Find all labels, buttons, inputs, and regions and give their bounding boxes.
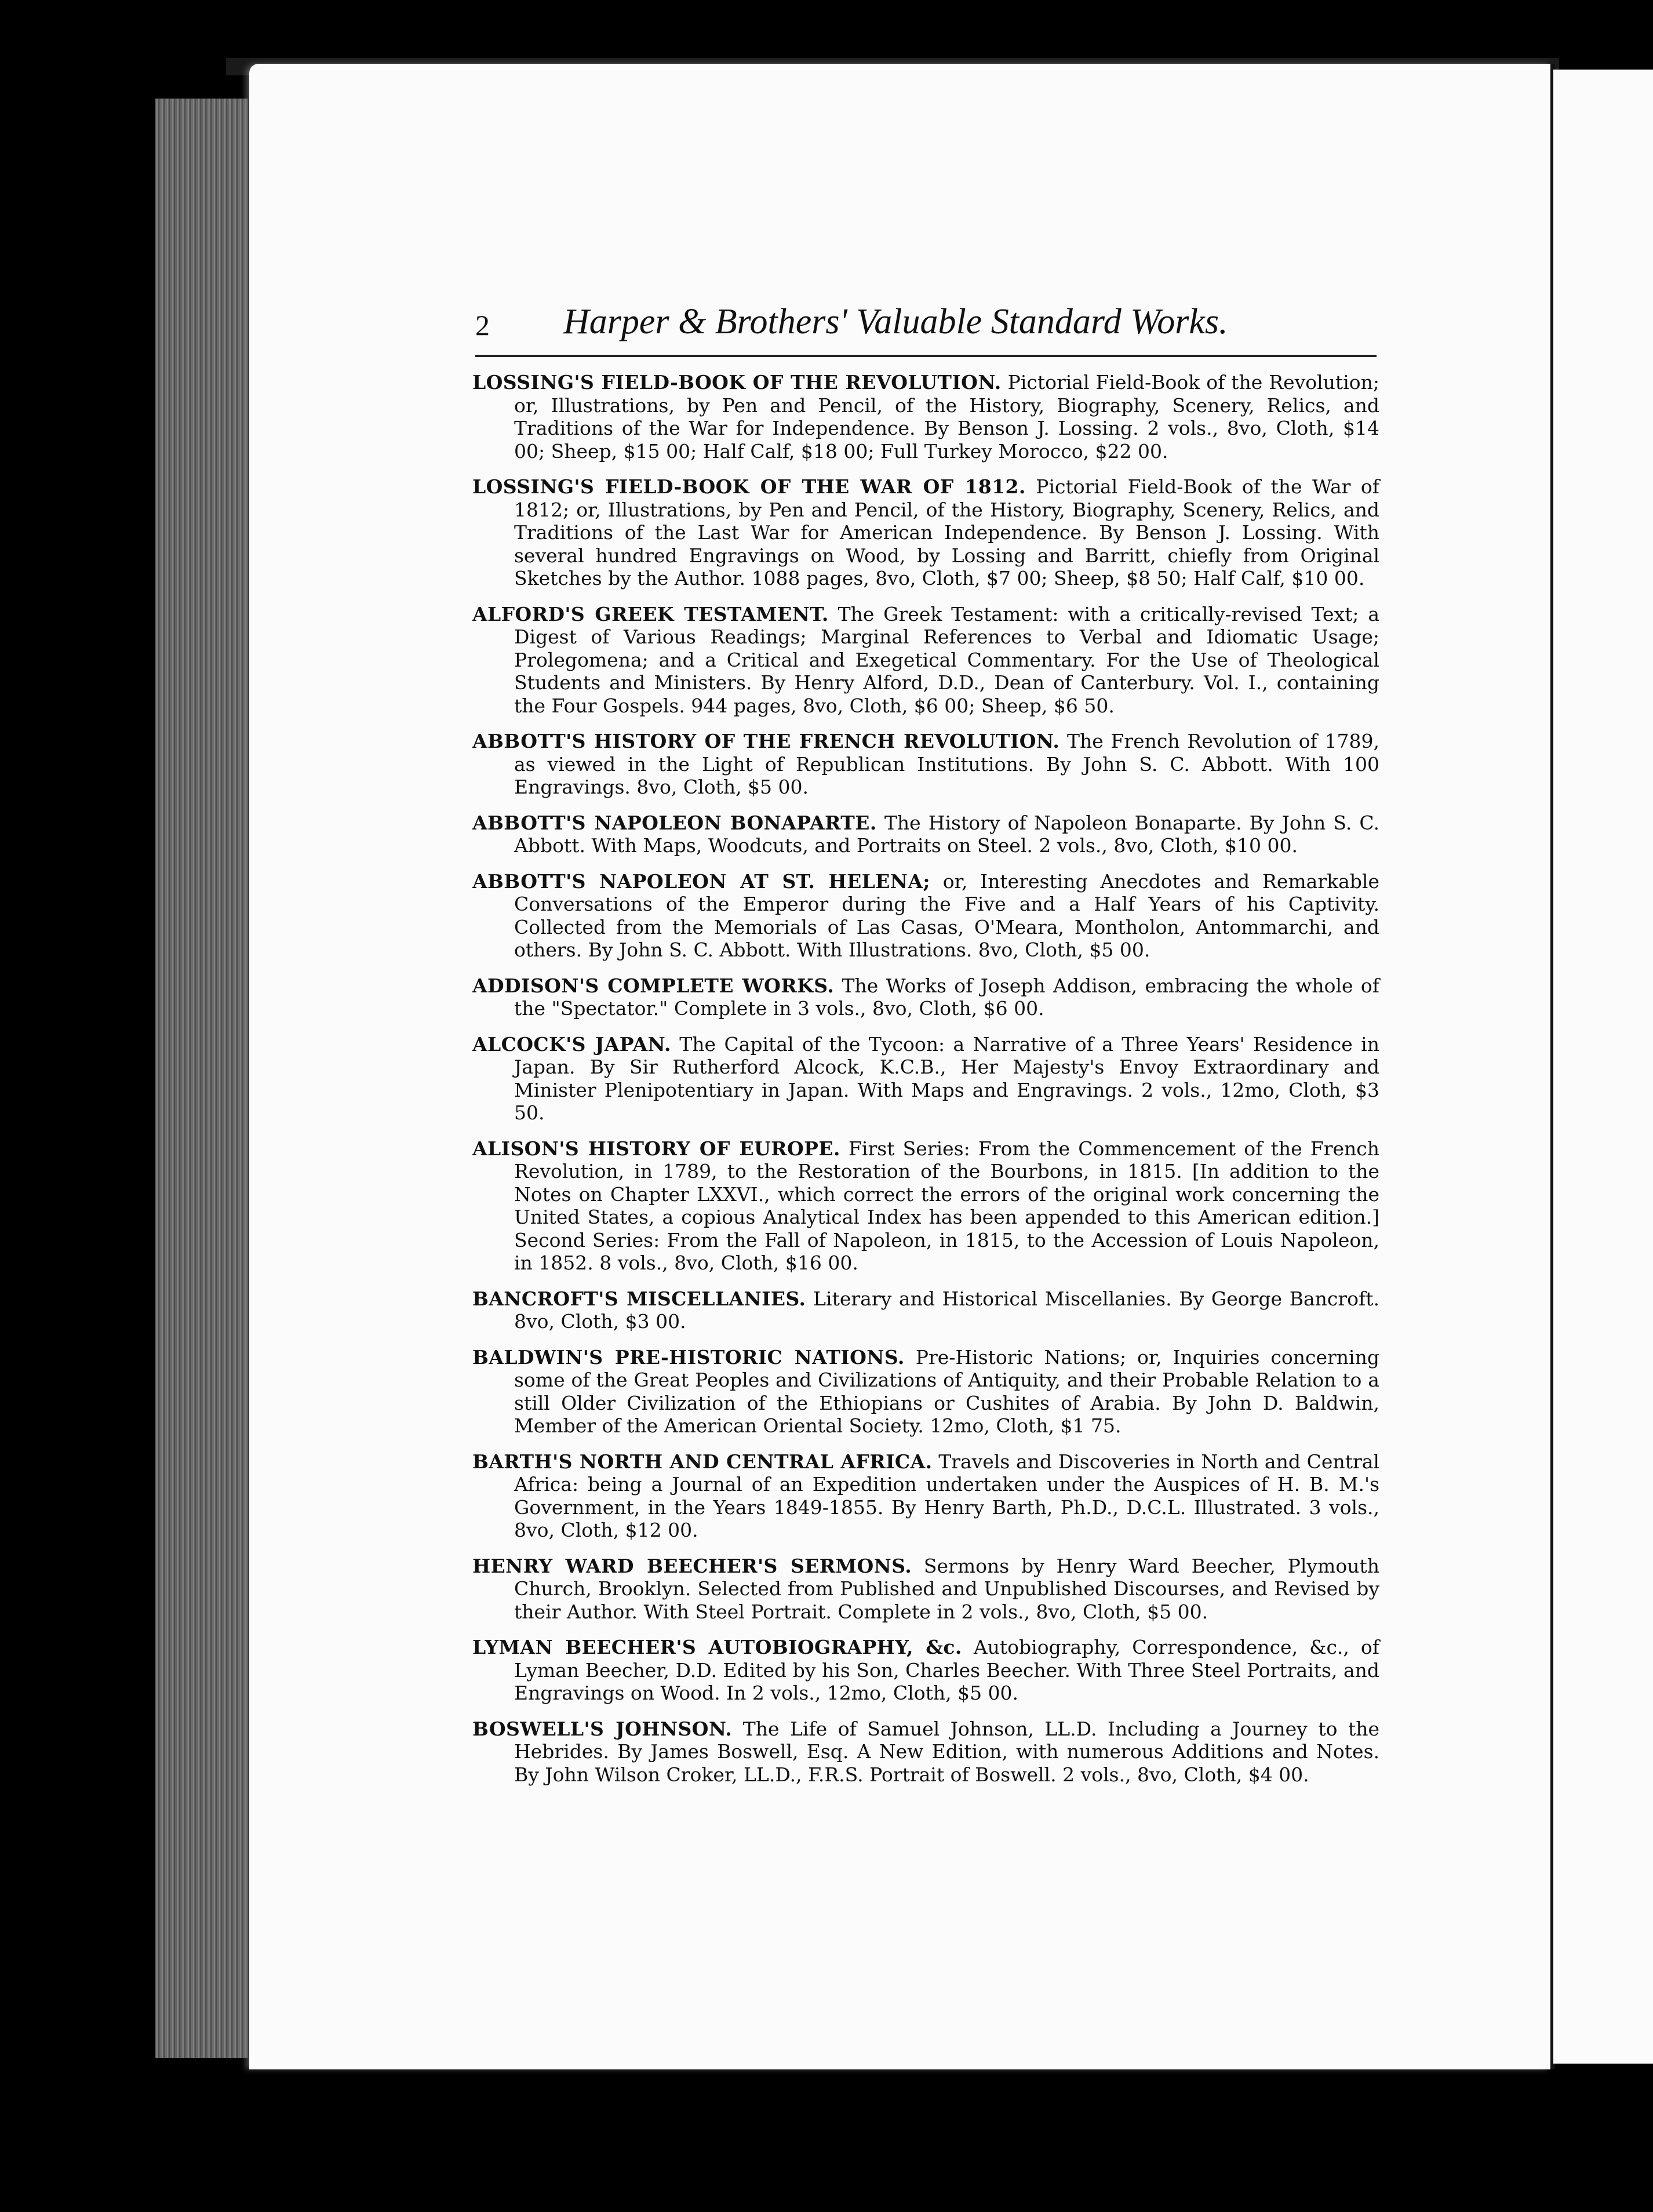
entry-title: BOSWELL'S JOHNSON. [472,1717,733,1740]
entry-title: BARTH'S NORTH AND CENTRAL AFRICA. [472,1450,933,1473]
catalog-entry [472,1346,1379,1438]
page-number: 2 [475,309,490,341]
page-stack-edge [155,99,248,2058]
entry-description: First Series: From the Commencement of the French Revolution, in 1789, to the Restoration of the Bourbons, in 1815. [In addition to the Notes on Chapter LXXVI., which correct the errors of the original work concerning the United States, a copious Analytical Index has been appended to this American edition.] Second Series: From the Fall of Napoleon, in 1815, to the Accession of Louis Napoleon, in 1852. 8 vols., 8vo, Cloth, $16 00. [514,1137,1380,1274]
entry-title: ALFORD'S GREEK TESTAMENT. [472,602,829,625]
entry-description: Sermons by Henry Ward Beecher, Plymouth Church, Brooklyn. Selected from Published and Unpublished Discourses, and Revised by their Author. With Steel Portrait. Complete in 2 vols., 8vo, Cloth, $5 00. [514,1554,1379,1623]
entry-title: ABBOTT'S NAPOLEON AT ST. HELENA; [472,869,930,893]
entry-description: The History of Napoleon Bonaparte. By John S. C. Abbott. With Maps, Woodcuts, and Portraits on Steel. 2 vols., 8vo, Cloth, $10 00. [514,811,1379,857]
entry-title: ABBOTT'S NAPOLEON BONAPARTE. [472,811,877,834]
entry-description: The Works of Joseph Addison, embracing the whole of the "Spectator." Complete in 3 vols., 8vo, Cloth, $6 00. [514,974,1379,1020]
entry-description: The Capital of the Tycoon: a Narrative of a Three Years' Residence in Japan. By Sir Rutherford Alcock, K.C.B., Her Majesty's Envoy Extraordinary and Minister Plenipotentiary in Japan. With Maps and Engravings. 2 vols., 12mo, Cloth, $3 50. [514,1032,1379,1124]
entry-description: Pre-Historic Nations; or, Inquiries concerning some of the Great Peoples and Civilizations of Antiquity, and their Probable Relation to a still Older Civilization of the Ethiopians or Cushites of Arabia. By John D. Baldwin, Member of the American Oriental Society. 12mo, Cloth, $1 75. [514,1345,1379,1437]
entry-title: HENRY WARD BEECHER'S SERMONS. [472,1554,912,1577]
catalog-entry [472,974,1379,1020]
catalog-entry [472,1287,1379,1333]
entry-description: Literary and Historical Miscellanies. By George Bancroft. 8vo, Cloth, $3 00. [514,1287,1379,1333]
entry-title: LOSSING'S FIELD-BOOK OF THE REVOLUTION. [472,371,1002,394]
entry-title: ABBOTT'S HISTORY OF THE FRENCH REVOLUTION. [472,730,1060,752]
catalog-entry [472,870,1379,962]
entry-description: The Life of Samuel Johnson, LL.D. Including a Journey to the Hebrides. By James Boswell, Esq. A New Edition, with numerous Additions and Notes. By John Wilson Croker, LL.D., F.R.S. Portrait of Boswell. 2 vols., 8vo, Cloth, $4 00. [514,1717,1379,1786]
entry-title: ALCOCK'S JAPAN. [472,1032,671,1056]
running-title: Harper & Brothers' Valuable Standard Works. [563,302,1228,341]
facing-page-edge [1553,70,1653,2064]
catalog-entry [472,1636,1379,1705]
catalog-entry [472,1555,1379,1624]
entry-description: The Greek Testament: with a critically-revised Text; a Digest of Various Readings; Marginal References to Verbal and Idiomatic Usage; Prolegomena; and a Critical and Exegetical Commentary. For the Use of Theological Students and Ministers. By Henry Alford, D.D., Dean of Canterbury. Vol. I., containing the Four Gospels. 944 pages, 8vo, Cloth, $6 00; Sheep, $6 50. [514,602,1379,717]
catalog-entry [472,371,1379,463]
entry-title: BANCROFT'S MISCELLANIES. [472,1287,806,1310]
entry-description: Pictorial Field-Book of the Revolution; or, Illustrations, by Pen and Pencil, of the History, Biography, Scenery, Relics, and Traditions of the War for Independence. By Benson J. Lossing. 2 vols., 8vo, Cloth, $14 00; Sheep, $15 00; Half Calf, $18 00; Full Turkey Morocco, $22 00. [514,371,1379,463]
catalog-entry [472,812,1379,857]
catalog-entry [472,1137,1379,1275]
page-header [475,301,1368,348]
catalog-entry [472,1450,1379,1542]
header-rule [475,355,1377,357]
catalog-entry [472,603,1379,718]
entry-description: Autobiography, Correspondence, &c., of Lyman Beecher, D.D. Edited by his Son, Charles Beecher. With Three Steel Portraits, and Engravings on Wood. In 2 vols., 12mo, Cloth, $5 00. [514,1636,1379,1704]
catalog-entry [472,730,1379,799]
entry-title: ADDISON'S COMPLETE WORKS. [472,974,835,997]
catalog-entry [472,475,1379,590]
entry-description: The French Revolution of 1789, as viewed in the Light of Republican Institutions. By John S. C. Abbott. With 100 Engravings. 8vo, Cloth, $5 00. [514,730,1379,798]
catalog-entry [472,1718,1379,1787]
catalog-entries [472,371,1379,1799]
entry-title: BALDWIN'S PRE-HISTORIC NATIONS. [472,1345,905,1369]
entry-description: Travels and Discoveries in North and Central Africa: being a Journal of an Expedition undertaken under the Auspices of H. B. M.'s Government, in the Years 1849-1855. By Henry Barth, Ph.D., D.C.L. Illustrated. 3 vols., 8vo, Cloth, $12 00. [514,1450,1379,1541]
entry-title: LOSSING'S FIELD-BOOK OF THE WAR OF 1812. [472,475,1026,498]
entry-description: or, Interesting Anecdotes and Remarkable Conversations of the Emperor during the Five and a Half Years of his Captivity. Collected from the Memorials of Las Casas, O'Meara, Montholon, Antommarchi, and others. By John S. C. Abbott. With Illustrations. 8vo, Cloth, $5 00. [514,869,1379,961]
entry-title: ALISON'S HISTORY OF EUROPE. [472,1137,840,1160]
catalog-entry [472,1033,1379,1125]
entry-title: LYMAN BEECHER'S AUTOBIOGRAPHY, &c. [472,1636,962,1658]
entry-description: Pictorial Field-Book of the War of 1812; or, Illustrations, by Pen and Pencil, of the History, Biography, Scenery, Relics, and Traditions of the Last War for American Independence. By Benson J. Lossing. With several hundred Engravings on Wood, by Lossing and Barritt, chiefly from Original Sketches by the Author. 1088 pages, 8vo, Cloth, $7 00; Sheep, $8 50; Half Calf, $10 00. [514,475,1379,590]
